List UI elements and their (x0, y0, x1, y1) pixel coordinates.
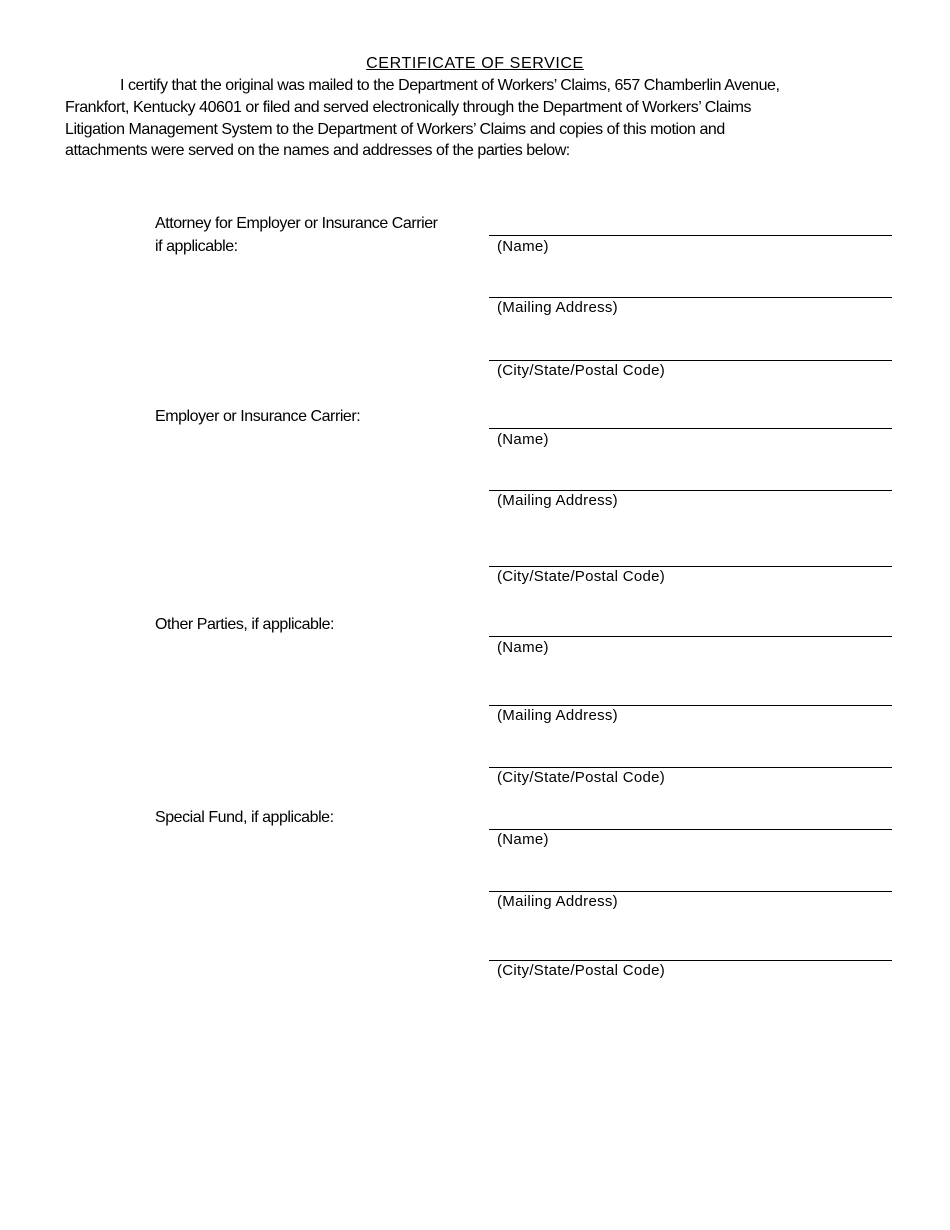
field-label: (City/State/Postal Code) (497, 568, 666, 585)
fund-address-line[interactable] (489, 891, 892, 892)
section-label-other-parties: Other Parties, if applicable: (155, 616, 335, 633)
paragraph-line: attachments were served on the names and addresses of the parties below: (65, 142, 570, 159)
field-label: (Mailing Address) (497, 893, 618, 910)
paragraph-line: Litigation Management System to the Department of Workers’ Claims and copies of this motion and (65, 121, 725, 138)
field-label: (Mailing Address) (497, 492, 618, 509)
field-label: (Name) (497, 831, 549, 848)
page-title: CERTIFICATE OF SERVICE (366, 55, 584, 72)
other-city-line[interactable] (489, 767, 892, 768)
other-address-line[interactable] (489, 705, 892, 706)
paragraph-line: I certify that the original was mailed to the Department of Workers’ Claims, 657 Chamberlin Avenue, (120, 77, 780, 94)
field-label: (City/State/Postal Code) (497, 769, 666, 786)
other-name-line[interactable] (489, 636, 892, 637)
field-label: (Name) (497, 639, 549, 656)
field-label: (Name) (497, 238, 549, 255)
field-label: (Name) (497, 431, 549, 448)
employer-city-line[interactable] (489, 566, 892, 567)
employer-address-line[interactable] (489, 490, 892, 491)
section-label-employer: Employer or Insurance Carrier: (155, 408, 361, 425)
section-label-attorney-line2: if applicable: (155, 238, 238, 255)
field-label: (Mailing Address) (497, 707, 618, 724)
employer-name-line[interactable] (489, 428, 892, 429)
fund-name-line[interactable] (489, 829, 892, 830)
section-label-attorney: Attorney for Employer or Insurance Carrier (155, 215, 438, 232)
field-label: (City/State/Postal Code) (497, 362, 666, 379)
attorney-address-line[interactable] (489, 297, 892, 298)
paragraph-line: Frankfort, Kentucky 40601 or filed and served electronically through the Department of Workers’ Claims (65, 99, 751, 116)
attorney-name-line[interactable] (489, 235, 892, 236)
attorney-city-line[interactable] (489, 360, 892, 361)
field-label: (Mailing Address) (497, 299, 618, 316)
fund-city-line[interactable] (489, 960, 892, 961)
section-label-special-fund: Special Fund, if applicable: (155, 809, 334, 826)
field-label: (City/State/Postal Code) (497, 962, 666, 979)
